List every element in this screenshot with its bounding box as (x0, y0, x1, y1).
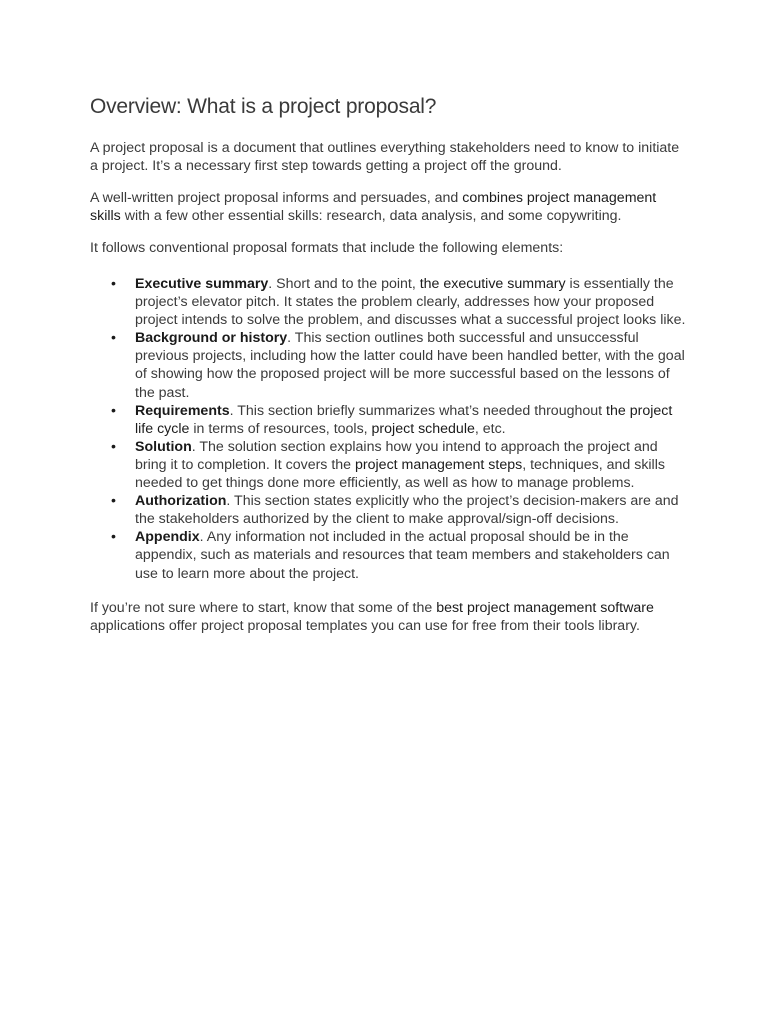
list-item-text: , etc. (474, 420, 506, 437)
bullet-icon: • (111, 276, 116, 292)
intro-paragraph-2-text-after: with a few other essential skills: research, data analysis, and some copywriting. (120, 208, 622, 224)
executive-summary-link[interactable]: the executive summary (419, 276, 566, 292)
list-item-text: in terms of resources, tools, (189, 420, 372, 437)
best-pm-software-link[interactable]: best project management software (436, 599, 654, 616)
project-schedule-link[interactable]: project schedule (371, 420, 475, 437)
closing-paragraph (90, 599, 690, 635)
list-item-executive-summary (111, 275, 690, 329)
list-item-term: Executive summary (135, 276, 269, 292)
list-item-text: . The solution section explains how you intend to approach the project and bring it to completion. It covers the (135, 438, 658, 473)
list-item-text: . This section briefly summarizes what’s needed throughout (229, 402, 607, 419)
list-item-term: Solution (135, 438, 192, 455)
closing-text-after: applications offer project proposal templates you can use for free from their tools library. (90, 617, 640, 634)
project-management-steps-link[interactable]: project management steps (355, 456, 523, 473)
list-item-text: . Short and to the point, (268, 276, 420, 292)
combines-pm-skills-link[interactable]: combines project management skills (90, 190, 657, 224)
page-title: Overview: What is a project proposal? (90, 95, 437, 118)
list-item-background-or-history (111, 329, 690, 401)
intro-paragraph-2-text-before: A well-written project proposal informs and persuades, and (90, 190, 463, 206)
list-item-solution (111, 438, 690, 492)
proposal-elements-list (90, 275, 690, 583)
intro-paragraph-2 (90, 189, 690, 225)
list-item-appendix (111, 528, 690, 582)
bullet-icon: • (111, 330, 116, 347)
list-item-term: Requirements (135, 402, 230, 419)
document-page (90, 92, 690, 649)
list-item-text: , techniques, and skills needed to get things done more efficiently, as well as how to manage problems. (135, 456, 665, 492)
list-item-term: Appendix (135, 529, 200, 546)
list-item-text: . This section states explicitly who the project’s decision-makers are and the stakeholders authorized by the client to make approval/sign-off decisions. (135, 493, 679, 528)
intro-paragraph-3: It follows conventional proposal formats that include the following elements: (90, 240, 564, 256)
bullet-icon: • (111, 402, 116, 419)
bullet-icon: • (111, 493, 116, 510)
list-item-text: is essentially the project’s elevator pitch. It states the problem clearly, addresses how your proposed project intends to solve the problem, and discusses what a successful project looks like. (135, 276, 686, 329)
bullet-icon: • (111, 438, 116, 455)
bullet-icon: • (111, 529, 116, 546)
list-item-text: . This section outlines both successful and unsuccessful previous projects, including how the latter could have been handled better, with the goal of showing how the proposed project will be more successful based on the lessons of the past. (135, 330, 685, 401)
list-item-requirements (111, 402, 690, 438)
list-item-text: . Any information not included in the actual proposal should be in the appendix, such as materials and resources that team members and stakeholders can use to learn more about the project. (135, 529, 670, 582)
intro-paragraph-1: A project proposal is a document that outlines everything stakeholders need to know to initiate a project. It’s a necessary first step towards getting a project off the ground. (90, 140, 680, 174)
closing-text-before: If you’re not sure where to start, know that some of the (90, 599, 437, 616)
list-item-authorization (111, 492, 690, 528)
project-life-cycle-link[interactable]: the project life cycle (135, 402, 673, 437)
list-item-term: Background or history (135, 330, 288, 347)
list-item-term: Authorization (135, 493, 227, 510)
